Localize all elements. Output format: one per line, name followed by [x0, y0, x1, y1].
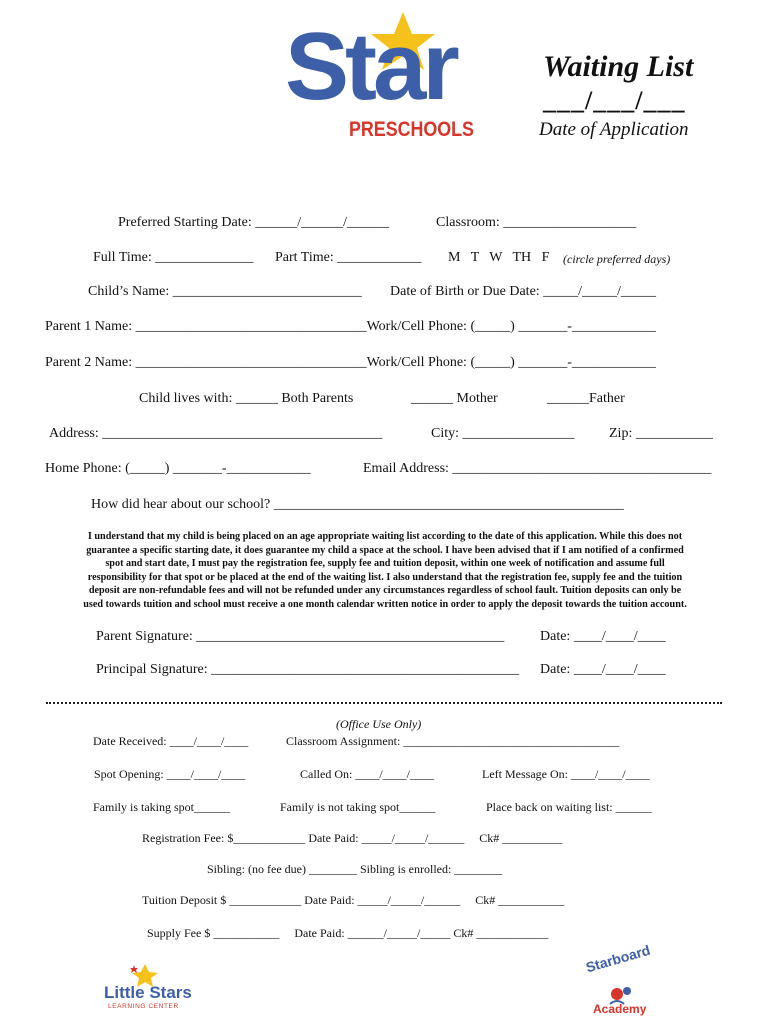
agreement-line: spot and start date, I must pay the registration fee, supply fee and tuition deposit, within one week of notification and assume full [105, 558, 665, 569]
not-taking-spot-field[interactable]: Family is not taking spot______ [280, 800, 436, 814]
called-on-field[interactable]: Called On: ____/____/____ [300, 767, 434, 781]
address-field[interactable]: Address: ________________________________________ [49, 426, 383, 441]
principal-signature-date[interactable]: Date: ____/____/____ [540, 662, 666, 677]
zip-field[interactable]: Zip: ___________ [609, 426, 713, 441]
spot-opening-field[interactable]: Spot Opening: ____/____/____ [94, 767, 246, 781]
classroom-field[interactable]: Classroom: ___________________ [436, 215, 637, 230]
agreement-line: responsibility for that spot or be placed at the end of the waiting list. I also understand that the registration fee, supply fee and the tuition [87, 571, 683, 583]
home-phone-field[interactable]: Home Phone: (_____) _______-____________ [45, 461, 311, 476]
parent-signature-date[interactable]: Date: ____/____/____ [540, 629, 666, 644]
city-field[interactable]: City: ________________ [431, 426, 575, 441]
little-stars-text: Little Stars [104, 983, 192, 1002]
agreement-line: deposit are non-refundable fees and will not be refunded under any circumstances regardless of school fault. Tuition deposits can only be [88, 585, 682, 596]
left-message-field[interactable]: Left Message On: ____/____/____ [482, 767, 650, 781]
page-title: Waiting List [543, 50, 694, 83]
date-received-field[interactable]: Date Received: ____/____/____ [93, 734, 249, 748]
agreement-line: used towards tuition and school must receive a one month calendar written notice in order to apply the deposit towards the tuition account. [83, 598, 687, 610]
taking-spot-field[interactable]: Family is taking spot______ [93, 800, 231, 814]
parent1-field[interactable]: Parent 1 Name: _________________________________Work/Cell Phone: (_____) _______-____________ [45, 319, 656, 334]
office-use-heading: (Office Use Only) [336, 717, 422, 731]
part-time-field[interactable]: Part Time: ____________ [275, 250, 422, 265]
starboard-text: Starboard [584, 941, 652, 976]
logo-preschools-text: PRESCHOOLS [349, 118, 474, 141]
date-of-birth-field[interactable]: Date of Birth or Due Date: _____/_____/_____ [390, 284, 656, 299]
child-name-field[interactable]: Child’s Name: ___________________________ [88, 284, 362, 299]
preferred-days[interactable]: M T W TH F [448, 250, 550, 265]
circle-days-note: (circle preferred days) [563, 252, 671, 266]
registration-fee-row[interactable]: Registration Fee: $____________ Date Paid: _____/_____/______ Ck# __________ [142, 831, 563, 845]
full-time-field[interactable]: Full Time: ______________ [93, 250, 254, 265]
cut-line-divider [46, 702, 722, 704]
learning-center-text: LEARNING CENTER [108, 1003, 179, 1010]
starboard-academy-logo [584, 941, 654, 1020]
supply-fee-row[interactable]: Supply Fee $ ___________ Date Paid: ______/_____/_____ Ck# ____________ [147, 926, 549, 940]
little-stars-logo [100, 963, 190, 1013]
logo-star-text: Star [285, 13, 456, 120]
lives-with-father[interactable]: ______Father [547, 391, 625, 406]
tuition-deposit-row[interactable]: Tuition Deposit $ ____________ Date Paid: _____/_____/______ Ck# ___________ [142, 893, 565, 907]
referral-source-field[interactable]: How did hear about our school? __________________________________________________ [91, 497, 624, 512]
agreement-line: I understand that my child is being placed on an age appropriate waiting list according to the date of this application. While this does not [87, 531, 683, 542]
academy-text: Academy [593, 1002, 647, 1016]
lives-with-both-parents[interactable]: Child lives with: ______ Both Parents [139, 391, 354, 406]
agreement-paragraph [44, 530, 726, 611]
parent2-field[interactable]: Parent 2 Name: _________________________________Work/Cell Phone: (_____) _______-____________ [45, 355, 656, 370]
sibling-row[interactable]: Sibling: (no fee due) ________ Sibling is enrolled: ________ [207, 862, 503, 876]
preferred-start-date-field[interactable]: Preferred Starting Date: ______/______/______ [118, 215, 390, 230]
classroom-assignment-field[interactable]: Classroom Assignment: ____________________________________ [286, 734, 620, 748]
lives-with-mother[interactable]: ______ Mother [411, 391, 498, 406]
email-field[interactable]: Email Address: _____________________________________ [363, 461, 712, 476]
agreement-line: guarantee a specific starting date, it does guarantee my child a space at the school. I have been advised that if I am notified of a confirmed [86, 544, 684, 556]
principal-signature-field[interactable]: Principal Signature: ____________________________________________ [96, 662, 520, 677]
application-date-field[interactable]: ___/___/___ [543, 86, 686, 115]
parent-signature-field[interactable]: Parent Signature: ____________________________________________ [96, 629, 505, 644]
date-of-application-label: Date of Application [539, 119, 689, 140]
place-back-field[interactable]: Place back on waiting list: ______ [486, 800, 652, 814]
star-preschools-logo [285, 8, 500, 148]
